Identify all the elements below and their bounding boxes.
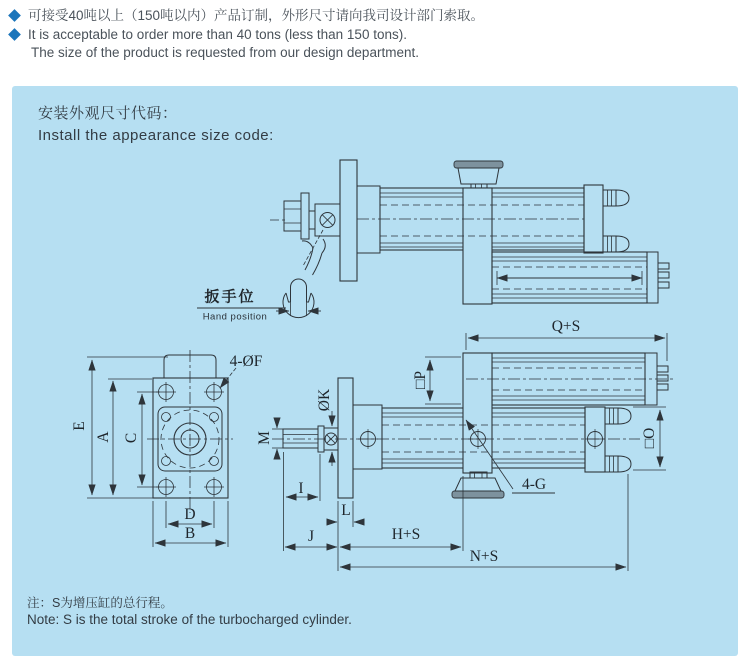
dim-label-b: B xyxy=(184,525,196,542)
front-view xyxy=(87,350,236,547)
dim-label-i: I xyxy=(298,480,304,497)
gauge-cap xyxy=(454,161,503,189)
dim-label-j: J xyxy=(307,528,315,545)
dim-label-o: □O xyxy=(641,427,658,449)
dim-label-d: D xyxy=(184,506,196,523)
footnote xyxy=(27,595,352,628)
assembly-side-view-top xyxy=(197,160,669,318)
dim-label-4f: 4-ØF xyxy=(229,353,263,370)
dim-label-4g: 4-G xyxy=(521,476,547,493)
dim-label-hs: H+S xyxy=(391,526,421,543)
hand-position-label-zh: 扳手位 xyxy=(204,288,256,306)
panel-title-en: Install the appearance size code: xyxy=(38,127,274,144)
dim-label-k: ØK xyxy=(316,388,333,412)
dim-label-qs: Q+S xyxy=(551,318,581,335)
dim-label-a: A xyxy=(95,431,112,443)
dim-label-e: E xyxy=(71,421,88,431)
header-text-zh: 可接受40吨以上（150吨以内）产品订制，外形尺寸请向我司设计部门索取。 xyxy=(28,8,485,23)
header-text-en: It is acceptable to order more than 40 tons (less than 150 tons). xyxy=(28,27,407,42)
dimensioned-side-view xyxy=(272,333,674,571)
dim-label-l: L xyxy=(341,502,351,519)
dim-label-m: M xyxy=(256,431,273,445)
dim-label-p: □P xyxy=(412,371,429,389)
footnote-en: Note: S is the total stroke of the turbocharged cylinder. xyxy=(27,612,352,627)
panel-title-zh: 安装外观尺寸代码： xyxy=(38,105,178,122)
header-text-en-2: The size of the product is requested from our design department. xyxy=(31,45,419,60)
footnote-zh: 注：S为增压缸的总行程。 xyxy=(27,596,173,610)
dim-label-ns: N+S xyxy=(469,548,499,565)
dim-label-c: C xyxy=(123,432,140,444)
hand-position-label-en: Hand position xyxy=(202,311,268,323)
foot-cap xyxy=(452,472,504,498)
wrench-icon xyxy=(283,230,325,318)
